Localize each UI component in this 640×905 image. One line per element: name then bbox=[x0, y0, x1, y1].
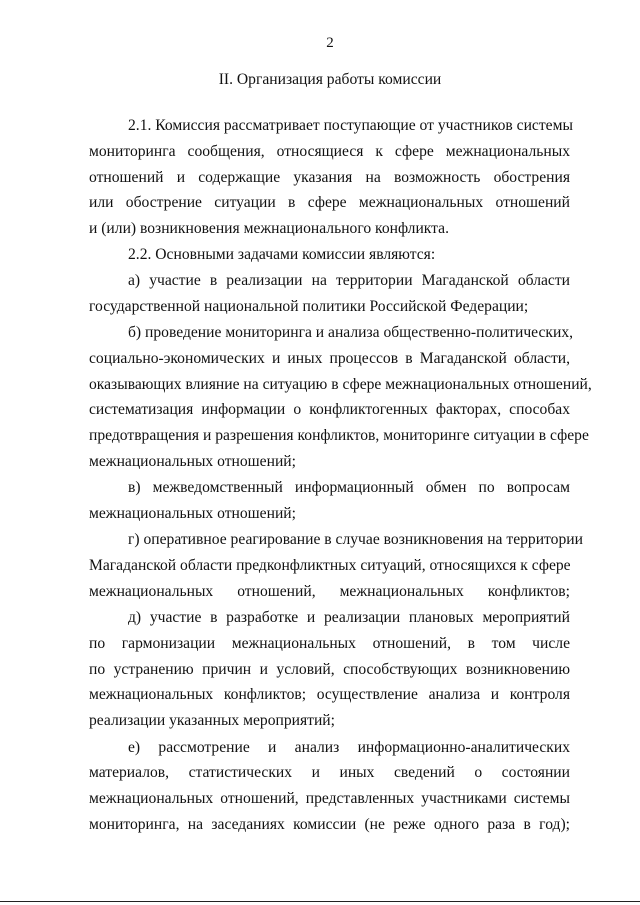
paragraph-pg-line-3: межнациональных отношений, межнациональных конфликтов; bbox=[89, 583, 570, 600]
page-number: 2 bbox=[326, 35, 334, 51]
paragraph-pv-line-2: межнациональных отношений; bbox=[89, 505, 296, 522]
paragraph-pb-line-4: систематизация информации о конфликтогенных факторах, способах bbox=[89, 401, 570, 418]
paragraph-p21-line-4: или обострение ситуации в сфере межнациональных отношений bbox=[89, 194, 570, 211]
paragraph-pg-line-1: г) оперативное реагирование в случае возникновения на территории bbox=[128, 531, 583, 548]
paragraph-pe-line-1: е) рассмотрение и анализ информационно-аналитических bbox=[128, 739, 570, 756]
paragraph-pe-line-2: материалов, статистических и иных сведений о состоянии bbox=[89, 764, 570, 781]
paragraph-pd-line-3: по устранению причин и условий, способствующих возникновению bbox=[89, 661, 570, 678]
paragraph-pb-line-1: б) проведение мониторинга и анализа общественно-политических, bbox=[128, 324, 574, 341]
paragraph-pa-line-1: а) участие в реализации на территории Магаданской области bbox=[128, 272, 570, 289]
paragraph-pb-line-3: оказывающих влияние на ситуацию в сфере межнациональных отношений, bbox=[89, 376, 592, 393]
paragraph-pd-line-4: межнациональных конфликтов; осуществление анализа и контроля bbox=[89, 686, 570, 703]
paragraph-p22-line-1: 2.2. Основными задачами комиссии являются: bbox=[128, 246, 436, 263]
paragraph-pb-line-6: межнациональных отношений; bbox=[89, 453, 296, 470]
paragraph-p21-line-2: мониторинга сообщения, относящиеся к сфере межнациональных bbox=[89, 143, 570, 160]
paragraph-p21-line-5: и (или) возникновения межнационального конфликта. bbox=[89, 220, 449, 237]
page-bottom-rule bbox=[0, 901, 640, 902]
paragraph-pe-line-3: межнациональных отношений, представленных участниками системы bbox=[89, 790, 570, 807]
paragraph-pe-line-4: мониторинга, на заседаниях комиссии (не реже одного раза в год); bbox=[89, 816, 570, 833]
paragraph-pb-line-5: предотвращения и разрешения конфликтов, мониторинге ситуации в сфере bbox=[89, 427, 589, 444]
paragraph-pb-line-2: социально-экономических и иных процессов в Магаданской области, bbox=[89, 350, 570, 367]
section-title: II. Организация работы комиссии bbox=[218, 71, 442, 88]
paragraph-pv-line-1: в) межведомственный информационный обмен по вопросам bbox=[128, 479, 570, 496]
paragraph-pa-line-2: государственной национальной политики Российской Федерации; bbox=[89, 298, 529, 315]
paragraph-p21-line-3: отношений и содержащие указания на возможность обострения bbox=[89, 169, 570, 186]
paragraph-pd-line-2: по гармонизации межнациональных отношений, в том числе bbox=[89, 635, 570, 652]
paragraph-p21-line-1: 2.1. Комиссия рассматривает поступающие от участников системы bbox=[128, 117, 573, 134]
paragraph-pg-line-2: Магаданской области предконфликтных ситуаций, относящихся к сфере bbox=[89, 557, 571, 574]
paragraph-pd-line-1: д) участие в разработке и реализации плановых мероприятий bbox=[128, 609, 570, 626]
paragraph-pd-line-5: реализации указанных мероприятий; bbox=[89, 712, 335, 729]
